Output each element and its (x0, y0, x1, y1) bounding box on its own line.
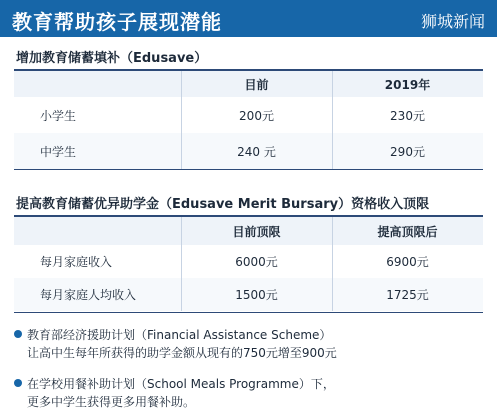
edusave-col-current: 目前 (244, 77, 269, 92)
row-current-value: 6000元 (235, 255, 278, 269)
row-raised-value: 1725元 (386, 288, 429, 302)
edusave-table (14, 71, 483, 169)
row-2019-value: 290元 (390, 144, 425, 159)
bullet-icon (14, 379, 22, 387)
row-current-value: 1500元 (235, 288, 278, 302)
row-current-value: 200元 (239, 108, 274, 123)
edusave-bottom-rule (14, 169, 483, 170)
column-divider (181, 217, 182, 311)
note-line: 教育部经济援助计划（Financial Assistance Scheme） (27, 328, 332, 342)
row-label: 中学生 (40, 144, 77, 159)
note-line: 更多中学生获得更多用餐补助。 (27, 395, 196, 409)
brand-logo-text: 狮城新闻 (420, 12, 485, 31)
table-row (14, 278, 483, 311)
edusave-col-2019: 2019年 (384, 77, 431, 92)
table-row (14, 133, 483, 169)
row-current-value: 240 元 (237, 144, 276, 159)
edusave-section-title: 增加教育储蓄填补（Edusave） (16, 51, 208, 66)
edusave-header-row (14, 71, 483, 97)
bursary-col-raised: 提高顶限后 (377, 224, 438, 239)
bullet-icon (14, 330, 22, 338)
table-row (14, 97, 483, 133)
bursary-section-title: 提高教育储蓄优异助学金（Edusave Merit Bursary）资格收入顶限 (16, 197, 430, 212)
column-divider (332, 71, 333, 169)
note-financial-assistance (14, 326, 331, 343)
row-2019-value: 230元 (390, 108, 425, 123)
row-label: 每月家庭人均收入 (40, 288, 137, 302)
note-line: 在学校用餐补助计划（School Meals Programme）下， (27, 377, 335, 391)
bursary-table (14, 217, 483, 311)
bursary-header-row (14, 217, 483, 245)
row-label: 每月家庭收入 (40, 255, 113, 269)
bursary-bottom-rule (14, 312, 483, 313)
row-label: 小学生 (40, 108, 77, 123)
row-raised-value: 6900元 (386, 255, 429, 269)
page-title: 教育帮助孩子展现潜能 (12, 10, 222, 34)
note-school-meals (14, 375, 335, 392)
bursary-col-current: 目前顶限 (232, 224, 281, 239)
note-line: 让高中生每年所获得的助学金额从现有的750元增至900元 (27, 346, 337, 360)
column-divider (332, 217, 333, 311)
table-row (14, 245, 483, 278)
column-divider (181, 71, 182, 169)
header-banner (0, 0, 497, 37)
